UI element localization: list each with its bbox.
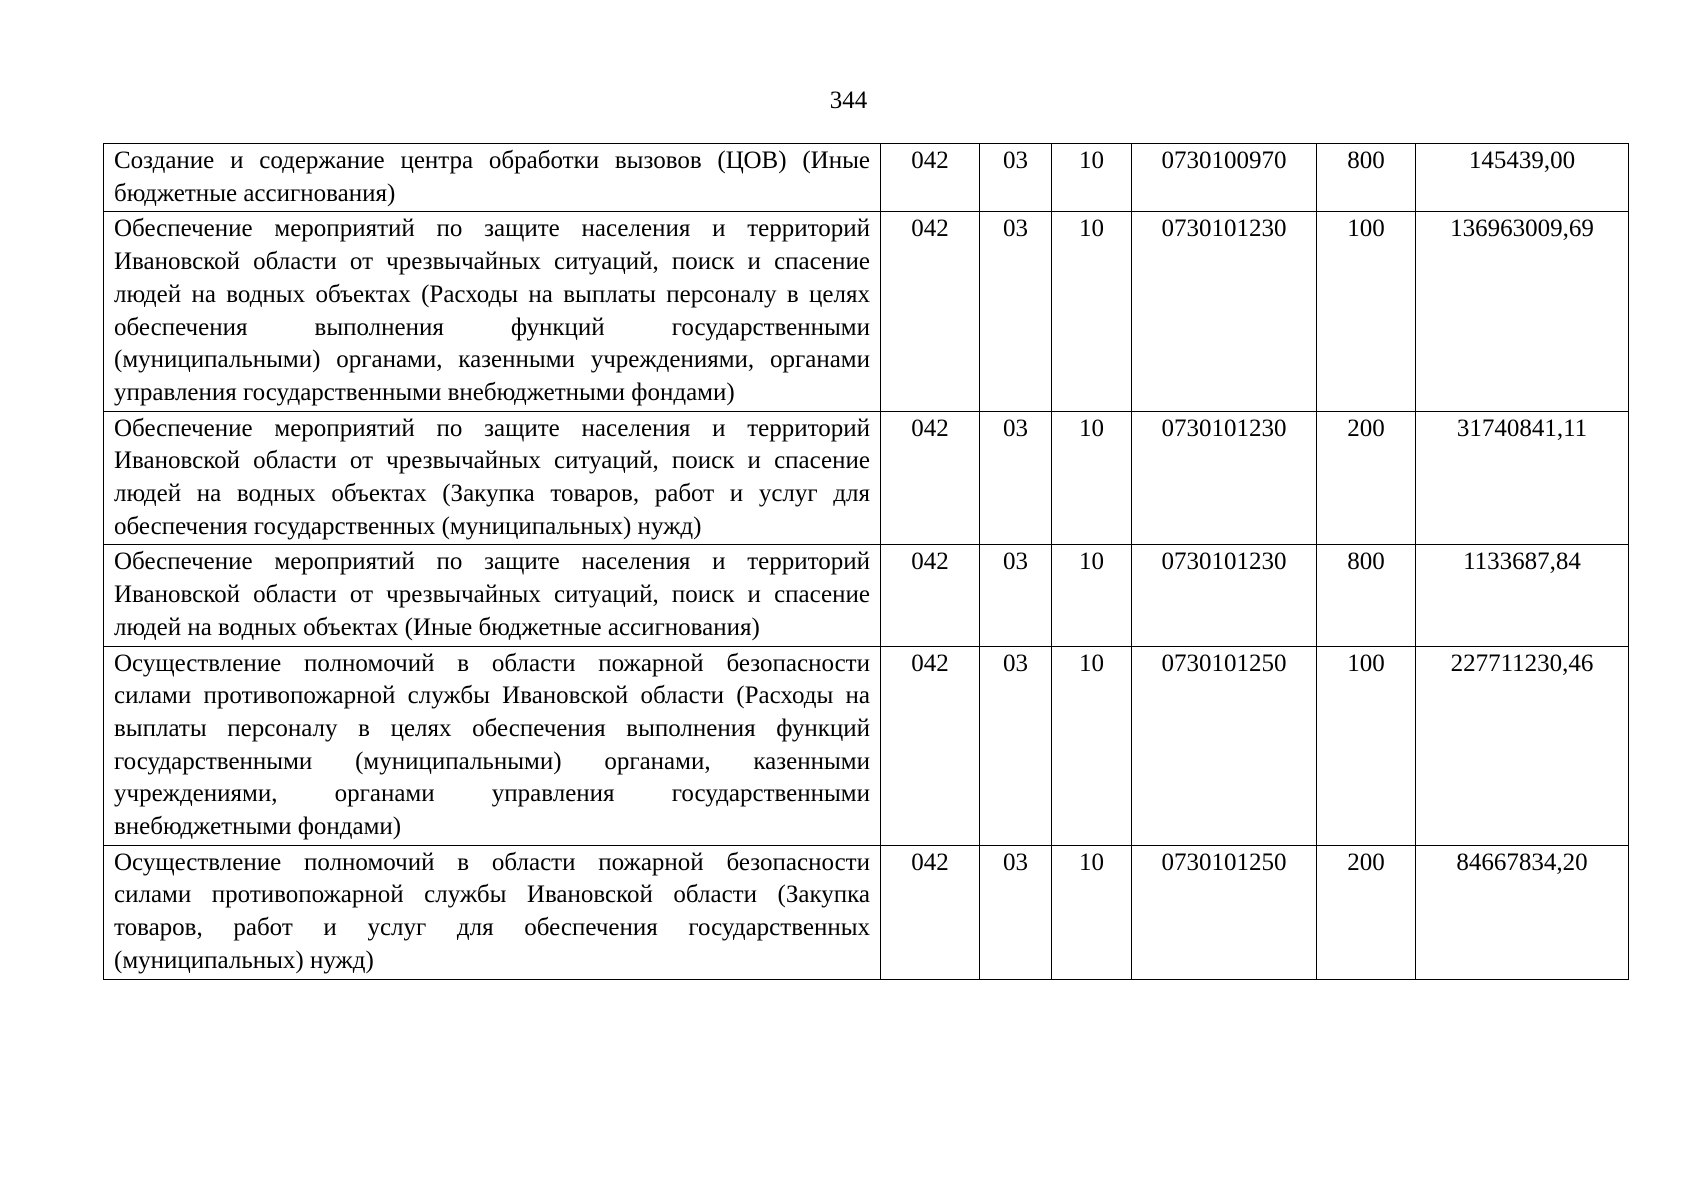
row-grbs-code: 042 — [881, 646, 980, 845]
row-amount: 84667834,20 — [1416, 845, 1629, 979]
row-amount: 31740841,11 — [1416, 411, 1629, 545]
row-grbs-code: 042 — [881, 144, 980, 212]
row-description: Обеспечение мероприятий по защите населения и территорий Ивановской области от чрезвычайных ситуаций, поиск и спасение людей на водных объектах (Иные бюджетные ассигнования) — [104, 545, 881, 646]
row-description: Обеспечение мероприятий по защите населения и территорий Ивановской области от чрезвычайных ситуаций, поиск и спасение людей на водных объектах (Расходы на выплаты персоналу в целях обеспечения выполнения функций государственными (муниципальными) органами, казенными учреждениями, органами управления государственными внебюджетными фондами) — [104, 212, 881, 411]
table-row — [104, 144, 1629, 212]
row-section-code: 03 — [980, 411, 1052, 545]
table-row — [104, 411, 1629, 545]
row-section-code: 03 — [980, 646, 1052, 845]
row-expense-type: 800 — [1317, 144, 1416, 212]
row-amount: 227711230,46 — [1416, 646, 1629, 845]
row-subsection-code: 10 — [1052, 845, 1132, 979]
row-subsection-code: 10 — [1052, 411, 1132, 545]
row-description: Создание и содержание центра обработки вызовов (ЦОВ) (Иные бюджетные ассигнования) — [104, 144, 881, 212]
row-grbs-code: 042 — [881, 845, 980, 979]
row-subsection-code: 10 — [1052, 545, 1132, 646]
row-subsection-code: 10 — [1052, 212, 1132, 411]
table-row — [104, 845, 1629, 979]
row-target-article: 0730101250 — [1132, 646, 1317, 845]
row-section-code: 03 — [980, 845, 1052, 979]
row-target-article: 0730101230 — [1132, 545, 1317, 646]
table-row — [104, 212, 1629, 411]
row-amount: 145439,00 — [1416, 144, 1629, 212]
table-row — [104, 646, 1629, 845]
budget-table — [103, 143, 1629, 980]
row-subsection-code: 10 — [1052, 144, 1132, 212]
row-description: Осуществление полномочий в области пожарной безопасности силами противопожарной службы Ивановской области (Закупка товаров, работ и услуг для обеспечения государственных (муниципальных) нужд) — [104, 845, 881, 979]
row-target-article: 0730101250 — [1132, 845, 1317, 979]
row-grbs-code: 042 — [881, 545, 980, 646]
row-subsection-code: 10 — [1052, 646, 1132, 845]
row-description: Осуществление полномочий в области пожарной безопасности силами противопожарной службы Ивановской области (Расходы на выплаты персоналу в целях обеспечения выполнения функций государственными (муниципальными) органами, казенными учреждениями, органами управления государственными внебюджетными фондами) — [104, 646, 881, 845]
row-expense-type: 200 — [1317, 845, 1416, 979]
row-target-article: 0730101230 — [1132, 411, 1317, 545]
row-amount: 136963009,69 — [1416, 212, 1629, 411]
page-number: 344 — [829, 87, 868, 114]
row-amount: 1133687,84 — [1416, 545, 1629, 646]
row-expense-type: 100 — [1317, 212, 1416, 411]
row-section-code: 03 — [980, 212, 1052, 411]
table-row — [104, 545, 1629, 646]
row-target-article: 0730100970 — [1132, 144, 1317, 212]
row-grbs-code: 042 — [881, 411, 980, 545]
row-grbs-code: 042 — [881, 212, 980, 411]
row-target-article: 0730101230 — [1132, 212, 1317, 411]
row-expense-type: 100 — [1317, 646, 1416, 845]
row-section-code: 03 — [980, 144, 1052, 212]
row-expense-type: 200 — [1317, 411, 1416, 545]
row-section-code: 03 — [980, 545, 1052, 646]
row-description: Обеспечение мероприятий по защите населения и территорий Ивановской области от чрезвычайных ситуаций, поиск и спасение людей на водных объектах (Закупка товаров, работ и услуг для обеспечения государственных (муниципальных) нужд) — [104, 411, 881, 545]
row-expense-type: 800 — [1317, 545, 1416, 646]
